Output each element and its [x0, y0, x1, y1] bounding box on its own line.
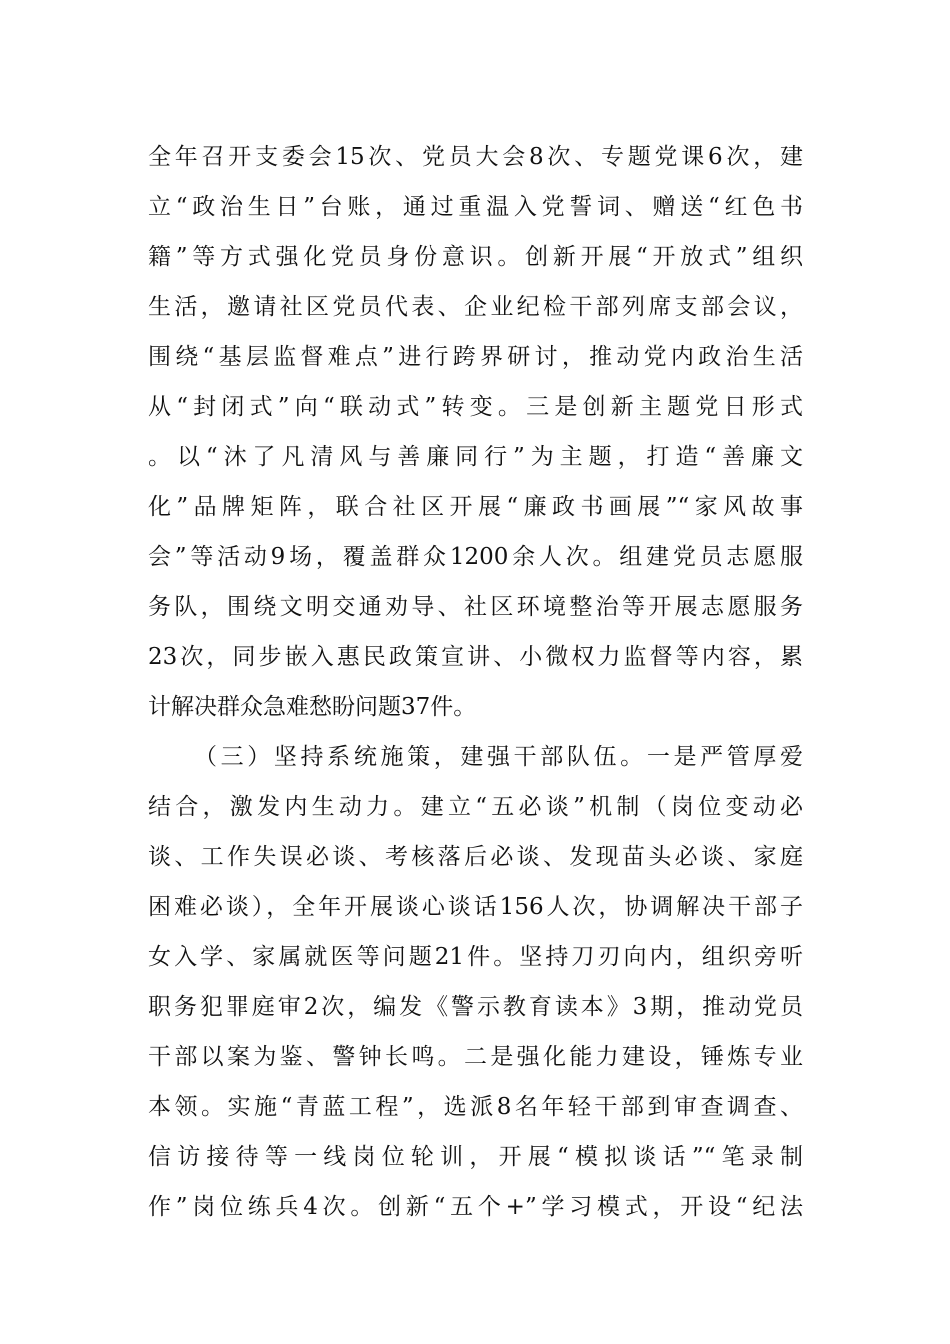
- text-line: 职务犯罪庭审2次，编发《警示教育读本》3期，推动党员: [148, 994, 803, 1020]
- text-line: 计解决群众急难愁盼问题37件。: [148, 694, 477, 720]
- text-line: 围绕“基层监督难点”进行跨界研讨，推动党内政治生活: [148, 344, 803, 370]
- text-line: 会”等活动9场，覆盖群众1200余人次。组建党员志愿服: [148, 544, 803, 570]
- text-line: 困难必谈），全年开展谈心谈话156人次，协调解决干部子: [148, 894, 803, 920]
- text-line: 干部以案为鉴、警钟长鸣。二是强化能力建设，锤炼专业: [148, 1044, 803, 1070]
- text-line: 务队，围绕文明交通劝导、社区环境整治等开展志愿服务: [148, 594, 803, 620]
- text-line: 籍”等方式强化党员身份意识。创新开展“开放式”组织: [148, 244, 803, 270]
- text-line: 生活，邀请社区党员代表、企业纪检干部列席支部会议，: [148, 294, 803, 320]
- text-line: 本领。实施“青蓝工程”，选派8名年轻干部到审查调查、: [148, 1094, 803, 1120]
- text-line: 从“封闭式”向“联动式”转变。三是创新主题党日形式: [148, 394, 803, 420]
- text-line: 谈、工作失误必谈、考核落后必谈、发现苗头必谈、家庭: [148, 844, 803, 870]
- text-line: 23次，同步嵌入惠民政策宣讲、小微权力监督等内容，累: [148, 644, 803, 670]
- text-line: 结合，激发内生动力。建立“五必谈”机制（岗位变动必: [148, 794, 803, 820]
- text-line: 化”品牌矩阵，联合社区开展“廉政书画展”“家风故事: [148, 494, 803, 520]
- section-heading-line: （三）坚持系统施策，建强干部队伍。一是严管厚爱: [194, 744, 803, 770]
- text-line: 信访接待等一线岗位轮训，开展“模拟谈话”“笔录制: [148, 1144, 803, 1170]
- text-line: 女入学、家属就医等问题21件。坚持刀刃向内，组织旁听: [148, 944, 803, 970]
- text-line: 立“政治生日”台账，通过重温入党誓词、赠送“红色书: [148, 194, 803, 220]
- text-line: 作”岗位练兵4次。创新“五个+”学习模式，开设“纪法: [148, 1194, 803, 1220]
- text-line: 。以“沐了凡清风与善廉同行”为主题，打造“善廉文: [148, 444, 803, 470]
- text-line: 全年召开支委会15次、党员大会8次、专题党课6次，建: [148, 144, 803, 170]
